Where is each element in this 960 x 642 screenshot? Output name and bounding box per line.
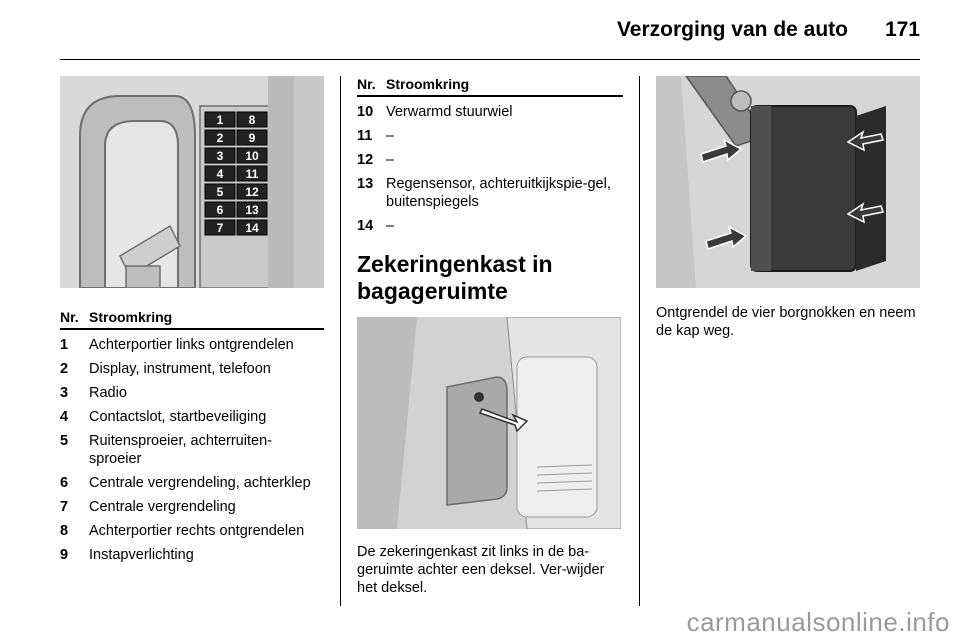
- fuse-box-illustration: [60, 76, 324, 288]
- fuse-box-figure: [60, 76, 324, 288]
- fuse-number: 8: [248, 113, 256, 127]
- row-text: –: [386, 128, 395, 144]
- table2-head-circuit: Stroomkring: [386, 76, 470, 92]
- row-nr: 11: [357, 128, 373, 144]
- table2-header: [357, 76, 623, 97]
- table-row: [60, 360, 324, 378]
- row-text: Centrale vergrendeling: [89, 499, 236, 515]
- table-row: [357, 103, 623, 121]
- row-text: Achterportier links ontgrendelen: [89, 337, 294, 353]
- row-text: Instapverlichting: [89, 547, 194, 563]
- row-nr: 1: [60, 337, 69, 353]
- table-row: [357, 175, 623, 211]
- column-divider-1: [340, 76, 341, 606]
- table2-head-nr: Nr.: [357, 76, 376, 92]
- table-row: [357, 217, 623, 235]
- row-nr: 9: [60, 547, 69, 563]
- table-row: [357, 127, 623, 145]
- column-right: [656, 76, 920, 340]
- row-text: Centrale vergrendeling, achterklep: [89, 475, 311, 491]
- fuse-number: 6: [216, 203, 224, 217]
- table-row: [60, 546, 324, 564]
- fuse-number: 5: [216, 185, 224, 199]
- section-title: Verzorging van de auto: [616, 18, 848, 41]
- section-paragraph: De zekeringenkast zit links in de ba-geruimte achter een deksel. Ver-wijder het deksel.: [357, 544, 605, 596]
- row-text: Display, instrument, telefoon: [89, 361, 271, 377]
- column-middle: [357, 76, 623, 597]
- table-row: [60, 408, 324, 426]
- row-nr: 14: [357, 218, 374, 234]
- row-text: –: [386, 218, 395, 234]
- table-row: [60, 432, 324, 468]
- row-nr: 7: [60, 499, 69, 515]
- fuse-number: 3: [216, 149, 224, 163]
- row-nr: 8: [60, 523, 69, 539]
- table1-rows: [60, 336, 324, 564]
- row-nr: 10: [357, 104, 374, 120]
- row-nr: 13: [357, 176, 374, 192]
- fuse-number: 9: [248, 131, 256, 145]
- fuse-number: 2: [216, 131, 224, 145]
- row-nr: 12: [357, 152, 374, 168]
- table2-rows: [357, 103, 623, 235]
- table1-head-nr: Nr.: [60, 309, 79, 325]
- page-number: 171: [884, 18, 920, 41]
- table-row: [357, 151, 623, 169]
- fuse-cover-figure: [656, 76, 920, 288]
- row-nr: 3: [60, 385, 69, 401]
- fuse-number: 4: [216, 167, 224, 181]
- column-divider-2: [639, 76, 640, 606]
- row-text: Regensensor, achteruitkijkspie-gel, buitenspiegels: [386, 176, 611, 210]
- row-nr: 2: [60, 361, 69, 377]
- table-row: [60, 336, 324, 354]
- table-row: [60, 384, 324, 402]
- page-header: [60, 14, 920, 60]
- fuse-number: 13: [245, 203, 259, 217]
- fuse-number: 12: [245, 185, 259, 199]
- table1-head-circuit: Stroomkring: [89, 309, 173, 325]
- luggage-compartment-illustration: [357, 317, 621, 529]
- luggage-compartment-figure: [357, 317, 621, 529]
- table-row: [60, 474, 324, 492]
- row-nr: 5: [60, 433, 69, 449]
- fuse-number: 11: [245, 167, 259, 181]
- fuse-number: 14: [245, 221, 259, 235]
- instruction-paragraph: Ontgrendel de vier borgnokken en neem de kap weg.: [656, 305, 916, 339]
- row-text: Ruitensproeier, achterruiten-sproeier: [89, 433, 272, 467]
- section-heading: Zekeringenkast in bagageruimte: [357, 251, 553, 304]
- row-text: Verwarmd stuurwiel: [386, 104, 513, 120]
- column-left: [60, 76, 324, 564]
- table-row: [60, 522, 324, 540]
- row-text: Radio: [89, 385, 127, 401]
- row-nr: 6: [60, 475, 69, 491]
- fuse-number: 1: [216, 113, 224, 127]
- watermark-text: carmanualsonline.info: [686, 607, 950, 637]
- table-row: [60, 498, 324, 516]
- row-text: Contactslot, startbeveiliging: [89, 409, 267, 425]
- row-nr: 4: [60, 409, 69, 425]
- fuse-number: 7: [216, 221, 224, 235]
- fuse-cover-illustration: [656, 76, 920, 288]
- fuse-number: 10: [245, 149, 259, 163]
- row-text: Achterportier rechts ontgrendelen: [89, 523, 305, 539]
- row-text: –: [386, 152, 395, 168]
- table1-header: [60, 309, 324, 330]
